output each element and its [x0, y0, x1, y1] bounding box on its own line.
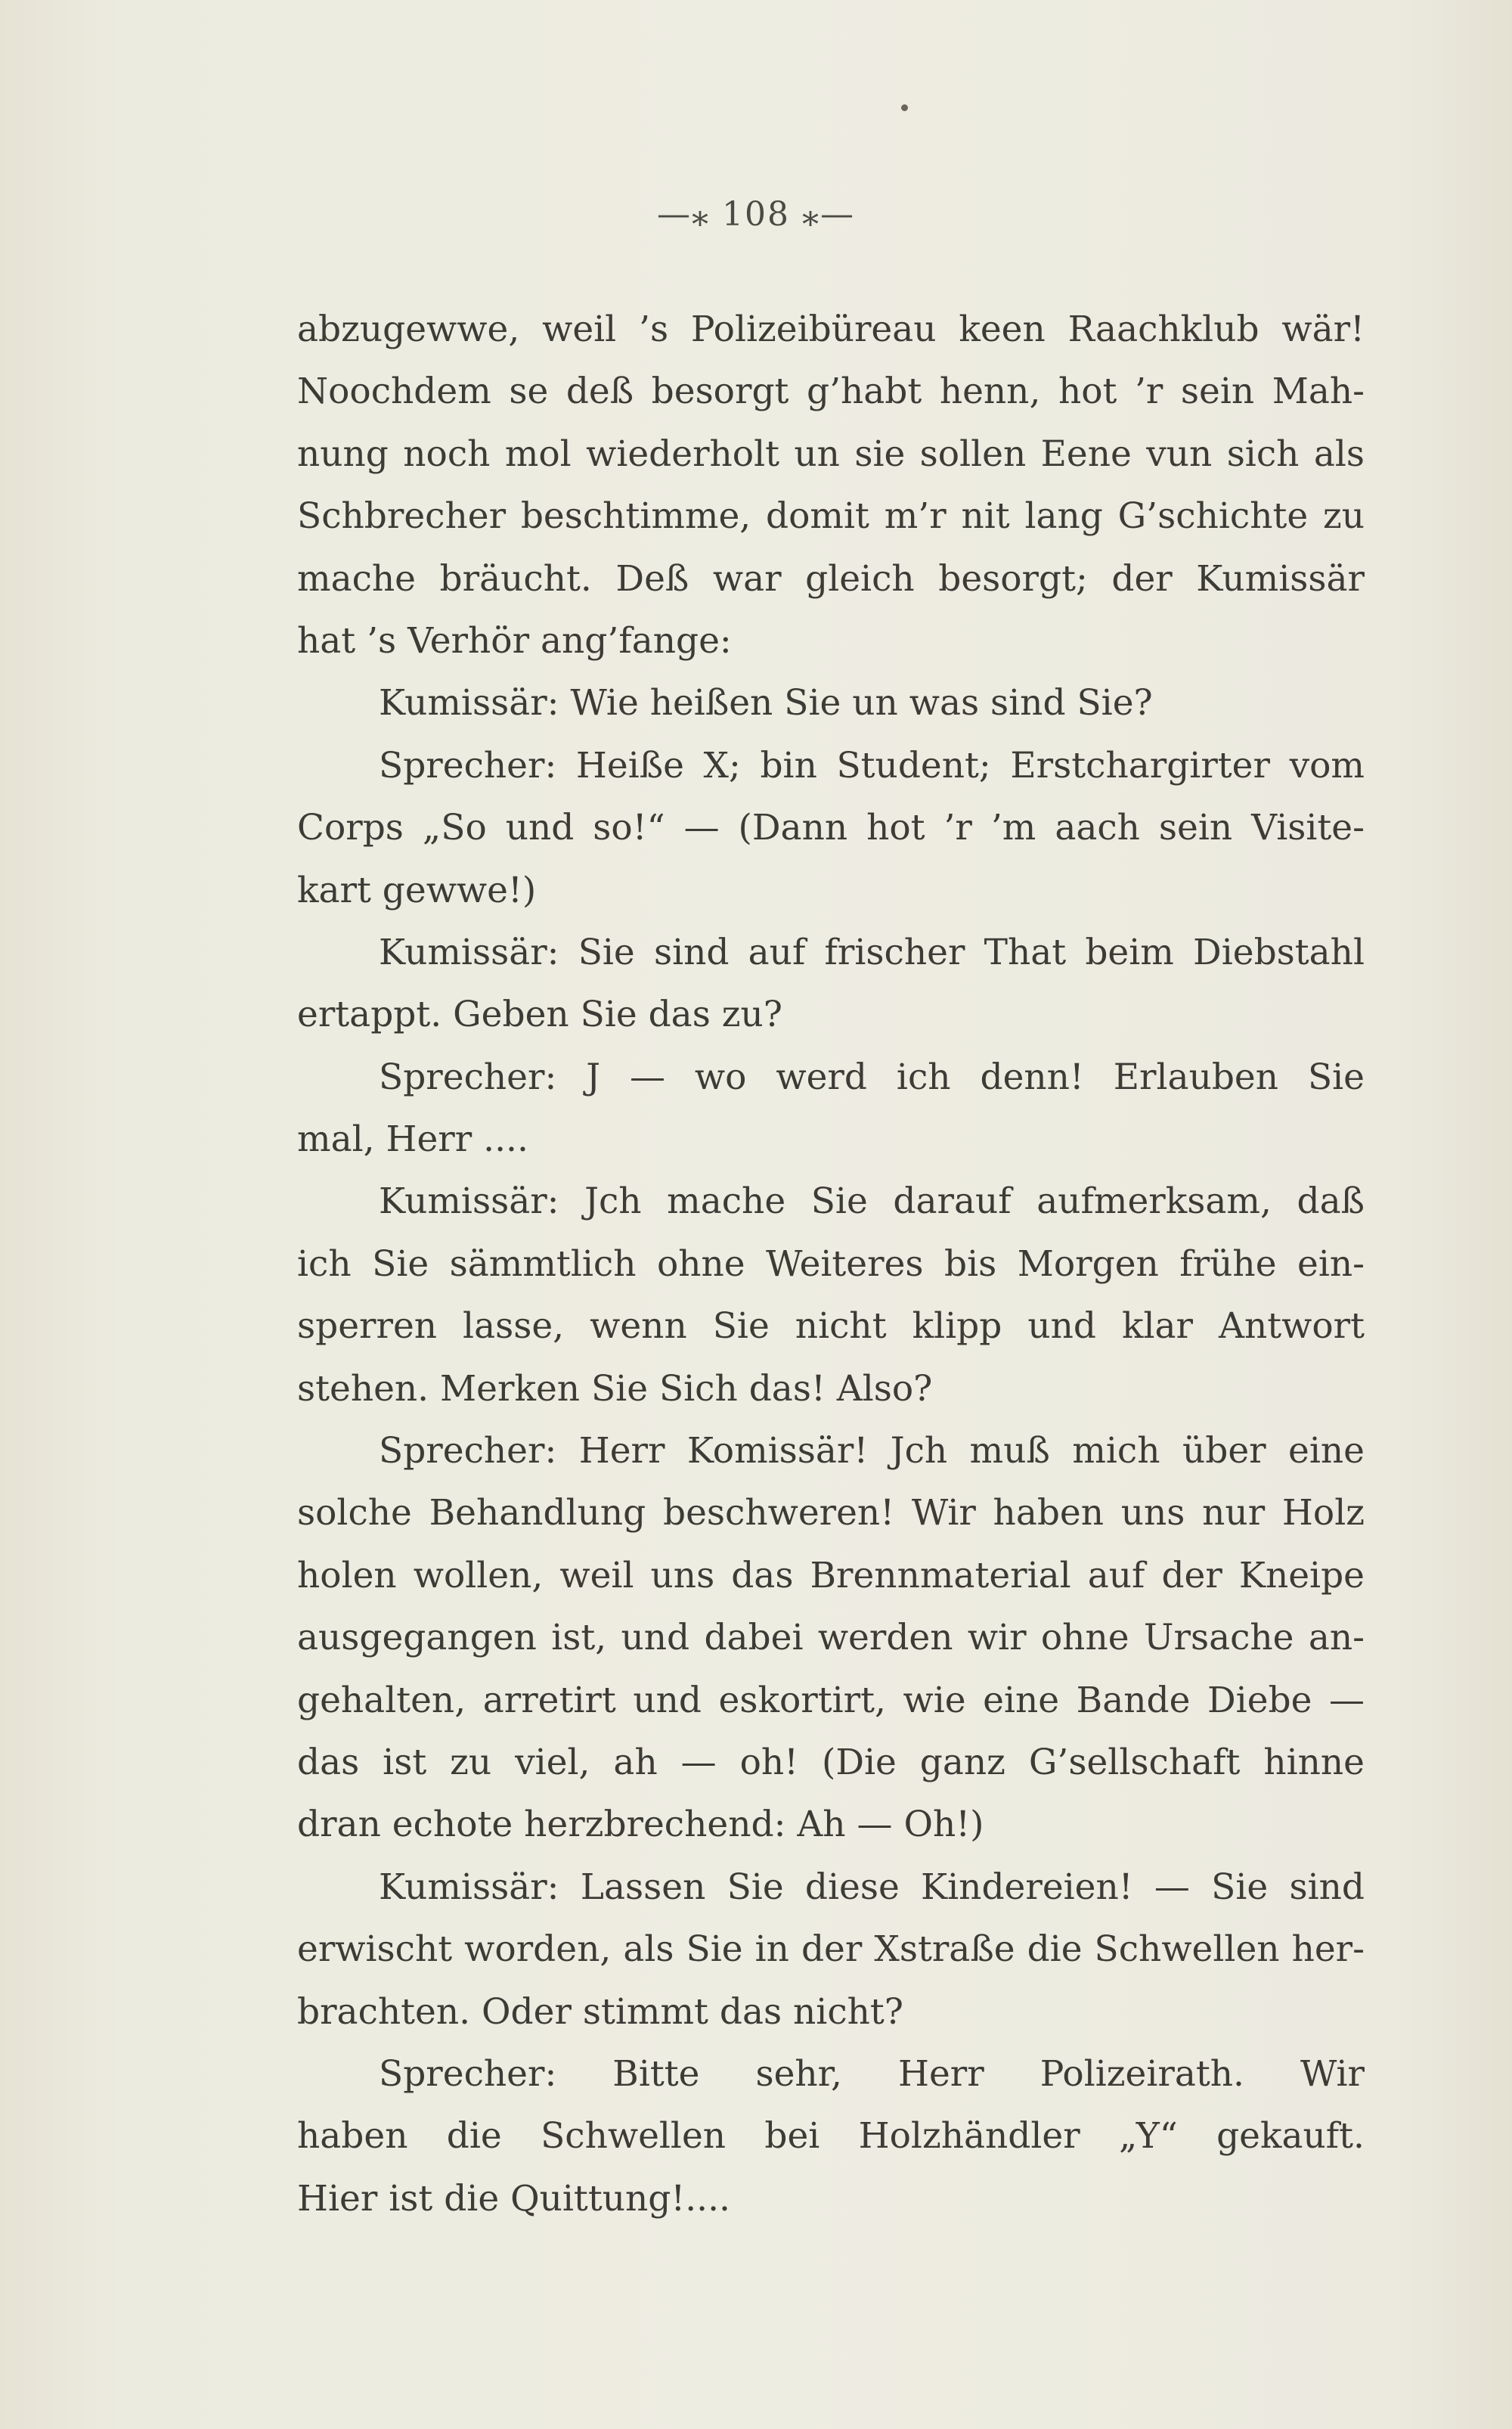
text-line: haben die Schwellen bei Holzhändler „Y“ gekauft.	[297, 2115, 1365, 2158]
text-line: abzugewwe, weil ’s Polizeibüreau keen Raachklub wär!	[297, 309, 1365, 350]
text-line: dran echote herzbrechend: Ah — Oh!)	[297, 1804, 984, 1846]
text-line: brachten. Oder stimmt das nicht?	[297, 1990, 904, 2033]
text-line: Sprecher: Bitte sehr, Herr Polizeirath. Wir	[379, 2052, 1365, 2095]
text-line: ich Sie sämmtlich ohne Weiteres bis Morgen frühe ein-	[297, 1242, 1365, 1285]
text-line: stehen. Merken Sie Sich das! Also?	[297, 1367, 933, 1410]
text-line: gehalten, arretirt und eskortirt, wie eine Bande Diebe —	[297, 1679, 1365, 1721]
text-line: solche Behandlung beschweren! Wir haben uns nur Holz	[297, 1492, 1365, 1534]
text-line: Noochdem se deß besorgt g’habt henn, hot ’r sein Mah-	[297, 371, 1365, 413]
text-line: kart gewwe!)	[297, 869, 537, 911]
text-line: holen wollen, weil uns das Brennmaterial auf der Kneipe	[297, 1554, 1365, 1596]
text-line: Sprecher: Heiße X; bin Student; Erstchargirter vom	[379, 744, 1365, 786]
text-line: Schbrecher beschtimme, domit m’r nit lang G’schichte zu	[297, 495, 1365, 538]
text-line: ausgegangen ist, und dabei werden wir ohne Ursache an-	[297, 1617, 1365, 1659]
text-line: erwischt worden, als Sie in der Xstraße die Schwellen her-	[297, 1928, 1365, 1971]
text-line: Sprecher: Herr Komissär! Jch muß mich über eine	[379, 1430, 1365, 1472]
text-line: Corps „So und so!“ — (Dann hot ’r ’m aach sein Visite-	[297, 807, 1365, 849]
text-line: mal, Herr ....	[297, 1118, 528, 1161]
text-line: Kumissär: Sie sind auf frischer That beim Diebstahl	[379, 931, 1365, 973]
text-line: Kumissär: Jch mache Sie darauf aufmerksam, daß	[379, 1180, 1365, 1223]
text-line: Kumissär: Lassen Sie diese Kindereien! — Sie sind	[379, 1866, 1365, 1908]
page-header: —⁎ 108 ⁎—	[657, 195, 855, 234]
text-line: sperren lasse, wenn Sie nicht klipp und klar Antwort	[297, 1305, 1365, 1348]
text-line: das ist zu viel, ah — oh! (Die ganz G’sellschaft hinne	[297, 1741, 1365, 1783]
text-line: ertappt. Geben Sie das zu?	[297, 994, 782, 1036]
text-line: nung noch mol wiederholt un sie sollen Eene vun sich als	[297, 433, 1365, 475]
text-line: Hier ist die Quittung!....	[297, 2177, 730, 2220]
text-line: Kumissär: Wie heißen Sie un was sind Sie?	[379, 682, 1153, 724]
text-line: mache bräucht. Deß war gleich besorgt; der Kumissär	[297, 557, 1365, 600]
body-text	[297, 299, 1365, 2230]
text-line: hat ’s Verhör ang’fange:	[297, 619, 732, 662]
ink-speck	[901, 104, 908, 111]
text-line: Sprecher: J — wo werd ich denn! Erlauben Sie	[379, 1056, 1365, 1098]
